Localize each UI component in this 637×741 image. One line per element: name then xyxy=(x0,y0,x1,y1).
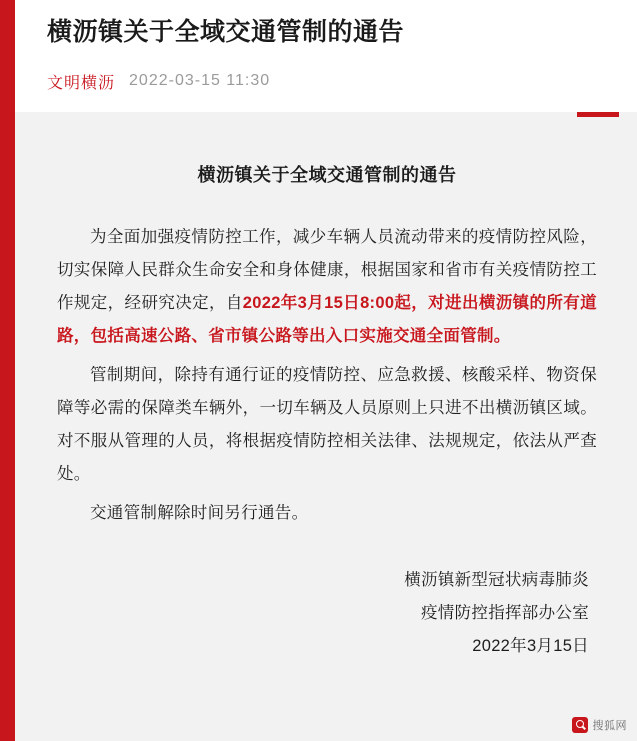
page-title: 横沥镇关于全域交通管制的通告 xyxy=(47,18,405,46)
article-header xyxy=(15,0,637,93)
site-watermark xyxy=(572,717,628,733)
signature-org-line-1: 横沥镇新型冠状病毒肺炎 xyxy=(404,571,589,589)
notice-paragraph-3: 交通管制解除时间另行通告。 xyxy=(90,504,309,522)
page-content xyxy=(15,0,637,741)
signature-date: 2022年3月15日 xyxy=(472,637,589,655)
notice-body xyxy=(15,112,637,663)
watermark-label: 搜狐网 xyxy=(592,720,627,732)
paragraph-1-lead: 为全面加强疫情防控工作，减少车辆人员流动带来的疫情防控风险，切实保障人民群众生命安全和身体健康，根据国家和省市有关疫情防控工作规定，经研究决定，自 xyxy=(57,228,597,312)
card-accent-tick xyxy=(577,112,619,117)
left-accent-bar xyxy=(0,0,15,741)
paragraph-1-highlight: 2022年3月15日8:00起，对进出横沥镇的所有道路，包括高速公路、省市镇公路等出入口实施交通全面管制。 xyxy=(57,294,597,345)
notice-signature xyxy=(57,564,597,663)
article-source[interactable]: 文明横沥 xyxy=(47,74,116,92)
signature-org-line-2: 疫情防控指挥部办公室 xyxy=(421,604,589,622)
notice-paragraph-2: 管制期间，除持有通行证的疫情防控、应急救援、核酸采样、物资保障等必需的保障类车辆外，一切车辆及人员原则上只进不出横沥镇区域。对不服从管理的人员，将根据疫情防控相关法律、法规规定，依法从严查处。 xyxy=(57,366,597,483)
notice-title: 横沥镇关于全域交通管制的通告 xyxy=(197,165,457,185)
sohu-logo-icon xyxy=(572,717,588,733)
article-meta xyxy=(47,70,611,93)
article-datetime: 2022-03-15 11:30 xyxy=(129,72,271,90)
notice-card xyxy=(15,112,637,741)
notice-paragraph-1 xyxy=(57,221,597,353)
